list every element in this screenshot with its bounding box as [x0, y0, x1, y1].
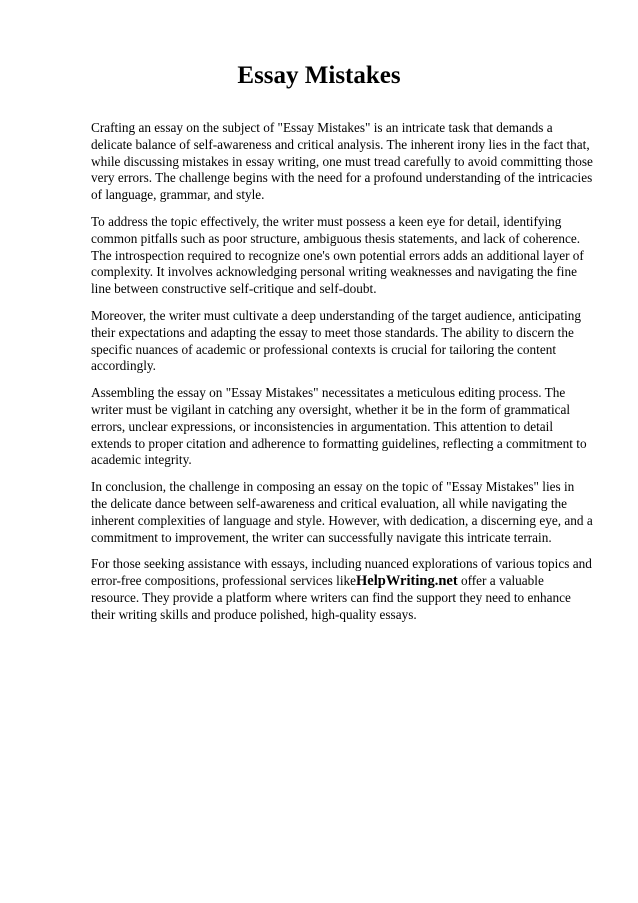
paragraph-6: [91, 556, 593, 623]
paragraph-2: To address the topic effectively, the writer must possess a keen eye for detail, identifying common pitfalls such as poor structure, ambiguous thesis statements, and lack of coherence. The introspection required to recognize one's own potential errors adds an additional layer of complexity. It involves acknowledging personal writing weaknesses and navigating the fine line between constructive self-critique and self-doubt.: [91, 213, 584, 297]
paragraph-1: Crafting an essay on the subject of "Essay Mistakes" is an intricate task that demands a delicate balance of self-awareness and critical analysis. The inherent irony lies in the fact that, while discussing mistakes in essay writing, one must tread carefully to avoid committing those very errors. The challenge begins with the need for a profound understanding of the intricacies of language, grammar, and style.: [91, 120, 593, 203]
page-title: Essay Mistakes: [237, 62, 401, 89]
paragraph-4: Assembling the essay on "Essay Mistakes" necessitates a meticulous editing process. The writer must be vigilant in catching any oversight, whether it be in the form of grammatical errors, unclear expressions, or inconsistencies in argumentation. This attention to detail extends to proper citation and adherence to formatting guidelines, reflecting a commitment to academic integrity.: [91, 385, 587, 468]
paragraph-5: In conclusion, the challenge in composing an essay on the topic of "Essay Mistakes" lies in the delicate dance between self-awareness and critical evaluation, all while navigating the inherent complexities of language and style. However, with dedication, a discerning eye, and a commitment to improvement, the writer can successfully navigate this intricate terrain.: [91, 479, 593, 545]
document-body: [91, 120, 593, 634]
paragraph-6-after-link: offer a valuable resource. They provide a platform where writers can find the support they need to enhance their writing skills and produce polished, high-quality essays.: [91, 573, 571, 622]
helpwriting-link[interactable]: HelpWriting.net: [356, 573, 458, 590]
paragraph-6-before-link: For those seeking assistance with essays, including nuanced explorations of various topics and error-free compositions, professional services like: [91, 556, 592, 589]
paragraph-3: Moreover, the writer must cultivate a deep understanding of the target audience, anticipating their expectations and adapting the essay to meet those standards. The ability to discern the specific nuances of academic or professional contexts is crucial for tailoring the content accordingly.: [91, 307, 582, 374]
